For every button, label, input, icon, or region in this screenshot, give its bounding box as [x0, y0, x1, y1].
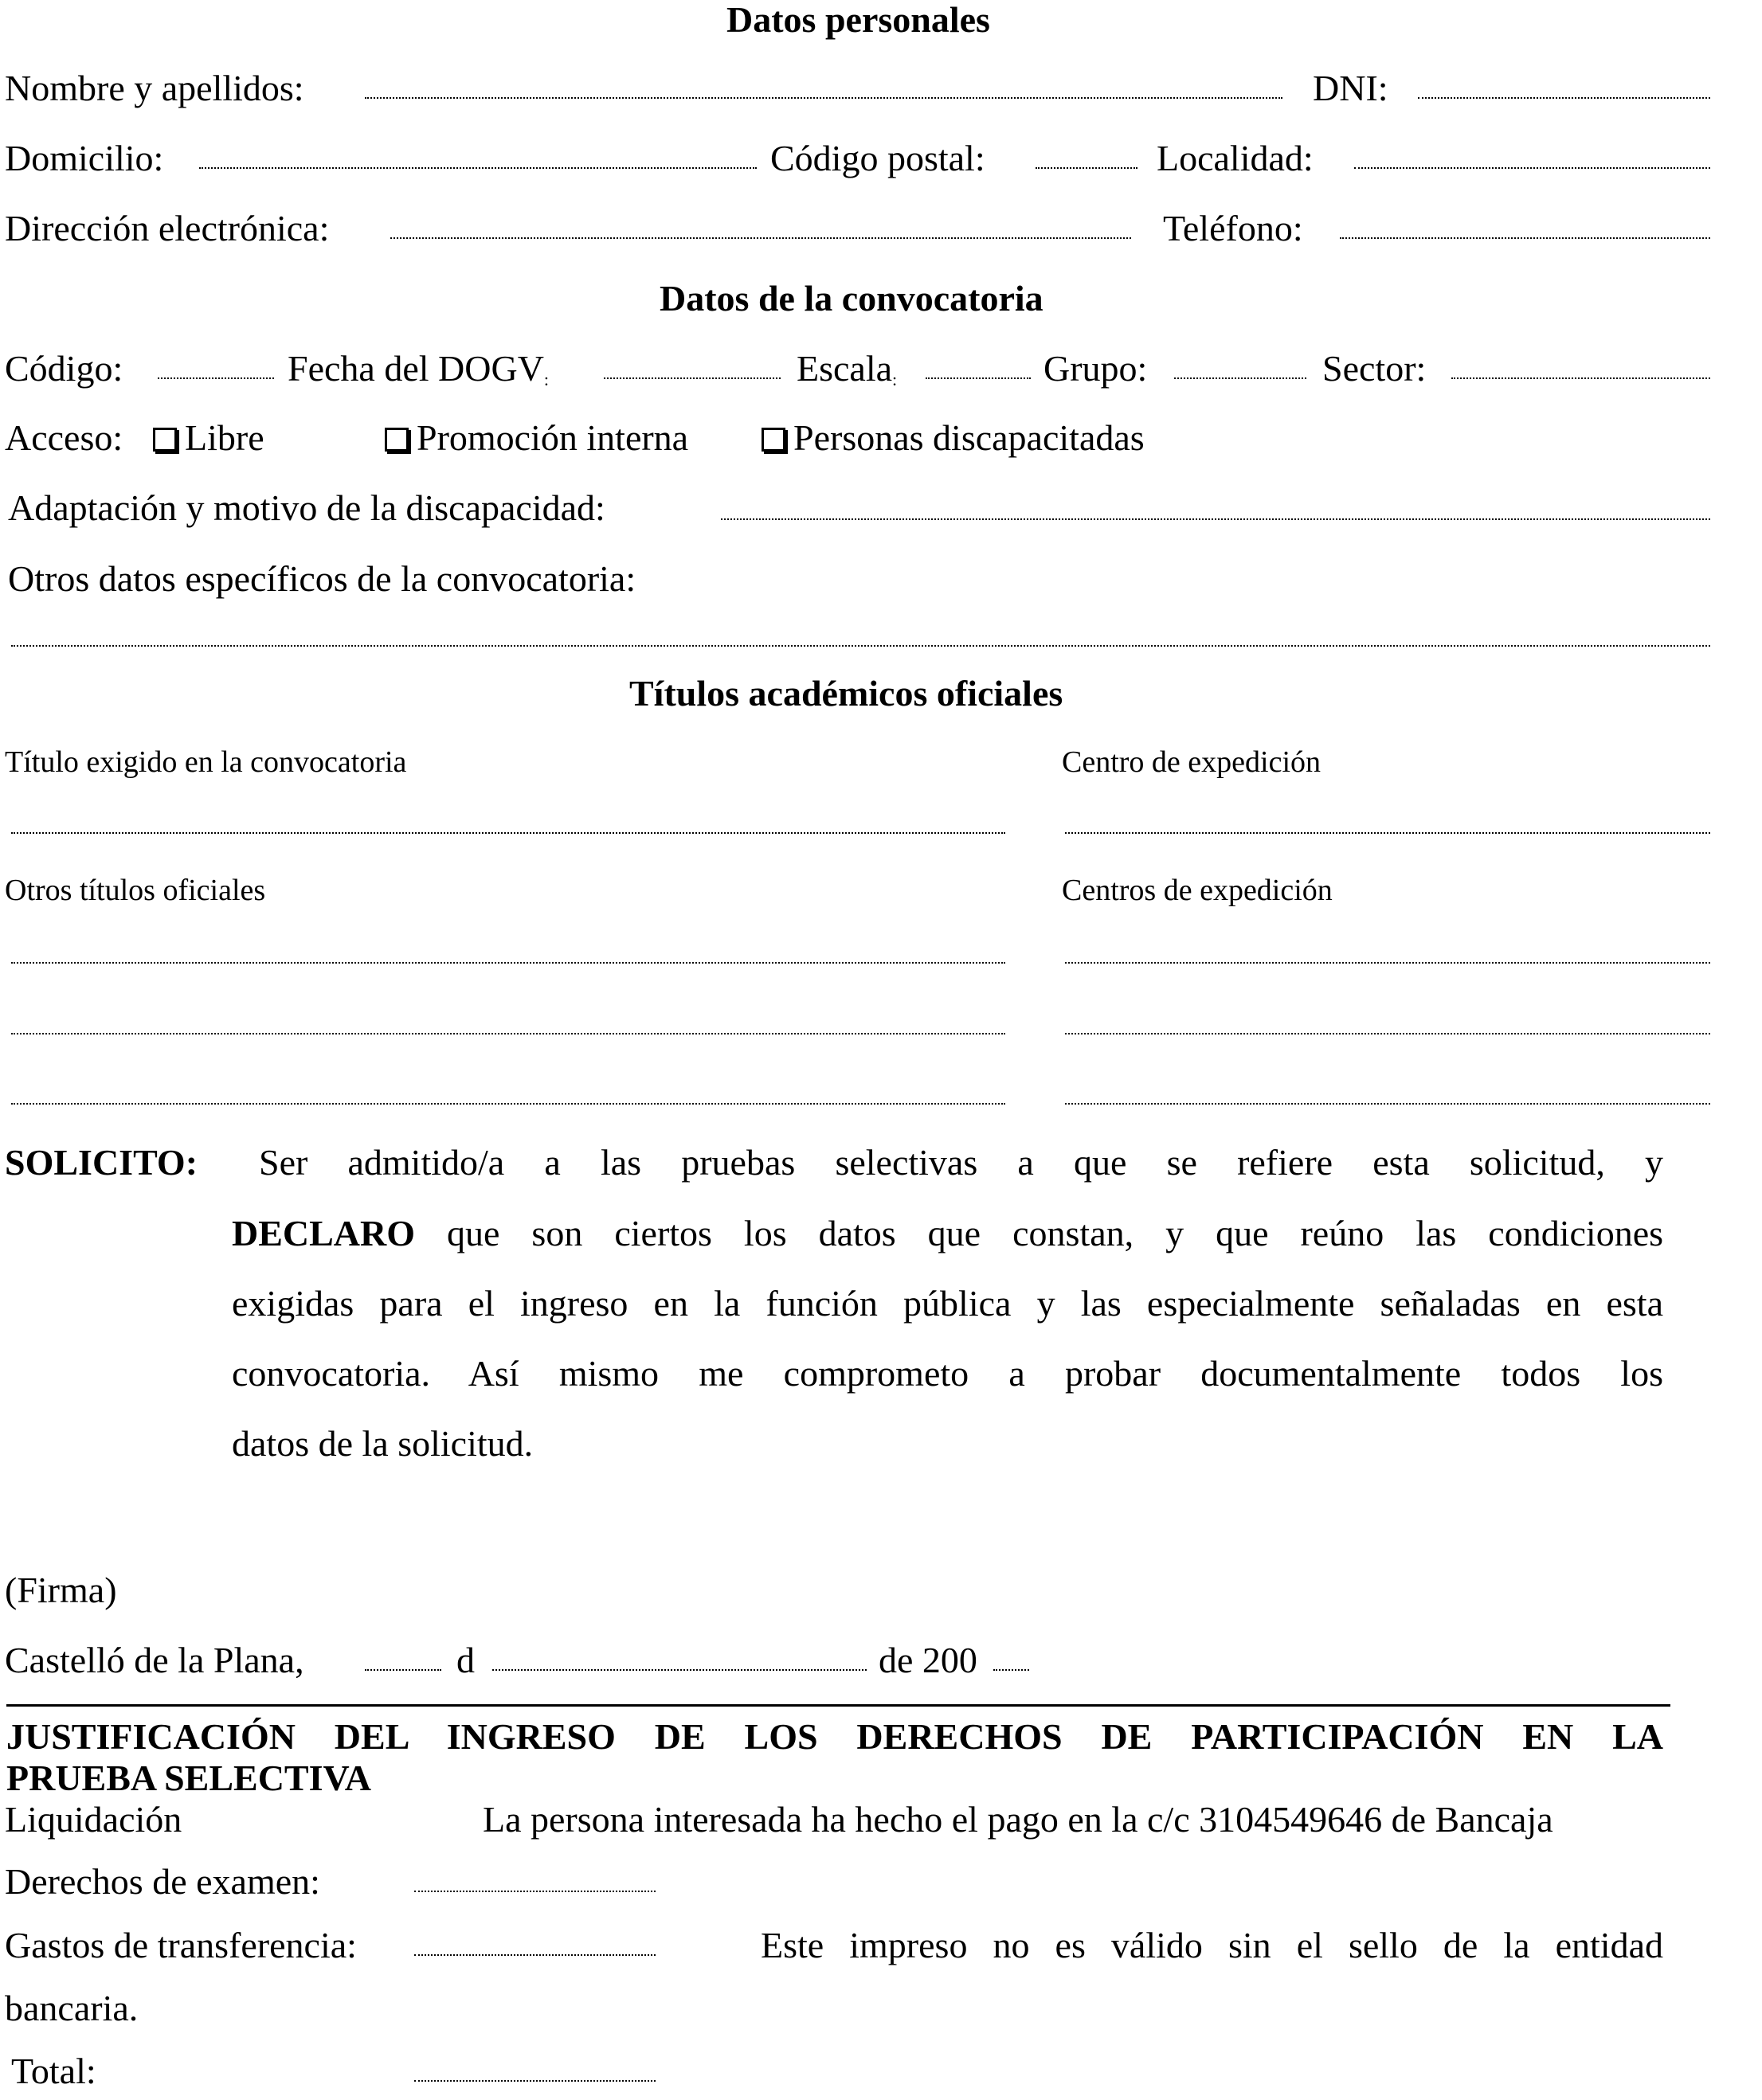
email-label: Dirección electrónica:	[5, 208, 330, 248]
other-center-field-1[interactable]	[1065, 962, 1710, 964]
validity-note-continuation: bancaria.	[5, 1988, 139, 2028]
section-heading-call: Datos de la convocatoria	[660, 278, 1043, 319]
group-field[interactable]	[1174, 377, 1306, 379]
other-titles-label: Otros títulos oficiales	[5, 874, 266, 907]
bank-account-note: La persona interesada ha hecho el pago en la c/c 3104549646 de Bancaja	[483, 1799, 1553, 1840]
required-title-label: Título exigido en la convocatoria	[5, 745, 407, 779]
postal-code-label: Código postal:	[770, 138, 985, 178]
scale-label: Escala:	[797, 348, 898, 389]
declaration-line-4: convocatoria. Así mismo me comprometo a probar documentalmente todos los	[232, 1353, 1663, 1394]
issuing-center-label: Centro de expedición	[1062, 745, 1322, 779]
adaptation-field[interactable]	[721, 518, 1710, 520]
phone-label: Teléfono:	[1163, 208, 1303, 248]
access-option-promocion[interactable]: Promoción interna	[385, 420, 688, 456]
call-code-field[interactable]	[158, 377, 274, 379]
exam-fees-field[interactable]	[414, 1891, 656, 1892]
scale-field[interactable]	[926, 377, 1031, 379]
group-label: Grupo:	[1043, 348, 1148, 389]
declaro-label: DECLARO	[232, 1213, 416, 1253]
access-label: Acceso:	[5, 417, 123, 458]
dogv-date-label: Fecha del DOGV:	[288, 348, 550, 389]
issuing-center-field[interactable]	[1065, 832, 1710, 834]
postal-code-field[interactable]	[1036, 167, 1137, 169]
total-label: Total:	[11, 2051, 96, 2091]
section-heading-personal: Datos personales	[726, 0, 990, 40]
city-field[interactable]	[1354, 167, 1710, 169]
adaptation-label: Adaptación y motivo de la discapacidad:	[8, 487, 605, 528]
transfer-fees-label: Gastos de transferencia:	[5, 1925, 357, 1965]
other-title-field-2[interactable]	[11, 1033, 1005, 1034]
issuing-centers-label: Centros de expedición	[1062, 874, 1333, 907]
checkbox-icon[interactable]	[153, 428, 177, 452]
transfer-fees-field[interactable]	[414, 1954, 656, 1956]
dni-field[interactable]	[1418, 97, 1710, 99]
other-call-data-label: Otros datos específicos de la convocatoria:	[8, 558, 636, 599]
validity-note: Este impreso no es válido sin el sello de la entidad	[761, 1925, 1663, 1965]
place-label: Castelló de la Plana,	[5, 1640, 304, 1680]
checkbox-icon[interactable]	[385, 428, 409, 452]
name-field[interactable]	[365, 97, 1282, 99]
day-field[interactable]	[365, 1669, 441, 1671]
address-field[interactable]	[199, 167, 757, 169]
declaration-line-5: datos de la solicitud.	[232, 1423, 534, 1464]
dni-label: DNI:	[1313, 68, 1388, 108]
name-label: Nombre y apellidos:	[5, 68, 304, 108]
required-title-field[interactable]	[11, 832, 1005, 834]
checkbox-icon[interactable]	[762, 428, 785, 452]
signature-label: (Firma)	[5, 1570, 117, 1610]
phone-field[interactable]	[1340, 237, 1710, 239]
access-option-discapacitadas[interactable]: Personas discapacitadas	[762, 420, 1145, 456]
total-field[interactable]	[414, 2080, 656, 2082]
payment-heading-line-2: PRUEBA SELECTIVA	[6, 1758, 372, 1798]
call-code-label: Código:	[5, 348, 123, 389]
other-title-field-1[interactable]	[11, 962, 1005, 964]
city-label: Localidad:	[1157, 138, 1314, 178]
exam-fees-label: Derechos de examen:	[5, 1861, 320, 1902]
other-call-data-field[interactable]	[11, 645, 1710, 647]
year-field[interactable]	[993, 1669, 1029, 1671]
month-prefix-label: d	[456, 1640, 475, 1680]
liquidation-label: Liquidación	[5, 1799, 182, 1840]
sector-label: Sector:	[1322, 348, 1427, 389]
sector-field[interactable]	[1451, 377, 1710, 379]
section-divider	[6, 1704, 1670, 1707]
address-label: Domicilio:	[5, 138, 164, 178]
payment-heading-line-1: JUSTIFICACIÓN DEL INGRESO DE LOS DERECHOS DE PARTICIPACIÓN EN LA	[6, 1716, 1663, 1757]
declaration-paragraph	[232, 1199, 1663, 1479]
year-prefix-label: de 200	[879, 1640, 977, 1680]
access-option-libre[interactable]: Libre	[153, 420, 264, 456]
email-field[interactable]	[390, 237, 1131, 239]
month-field[interactable]	[492, 1669, 867, 1671]
solicito-label: SOLICITO:	[5, 1142, 198, 1183]
declaration-line-3: exigidas para el ingreso en la función pública y las especialmente señaladas en esta	[232, 1283, 1663, 1324]
declaration-line-2: DECLARO que son ciertos los datos que constan, y que reúno las condiciones	[232, 1213, 1664, 1253]
dogv-date-field[interactable]	[604, 377, 781, 379]
section-heading-titles: Títulos académicos oficiales	[629, 673, 1063, 714]
other-center-field-3[interactable]	[1065, 1103, 1710, 1105]
request-line-1: Ser admitido/a a las pruebas selectivas a que se refiere esta solicitud, y	[259, 1142, 1663, 1183]
other-center-field-2[interactable]	[1065, 1033, 1710, 1034]
other-title-field-3[interactable]	[11, 1103, 1005, 1105]
